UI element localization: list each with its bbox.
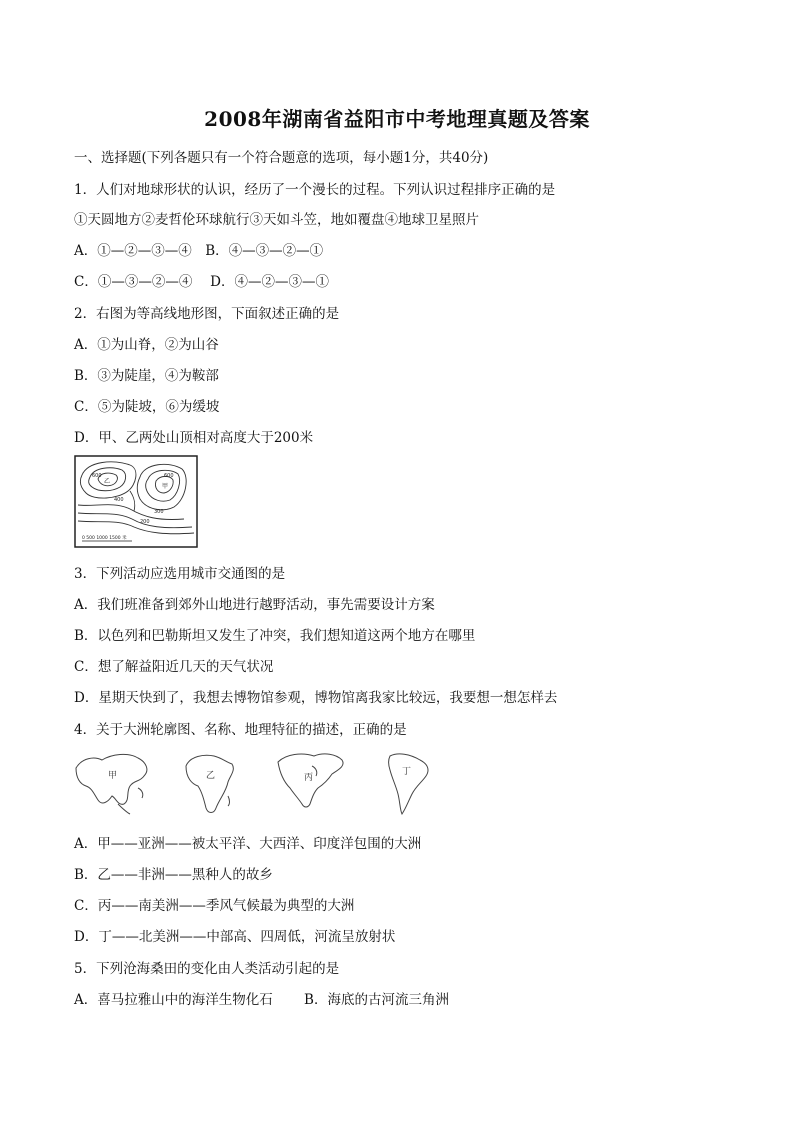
q5-options-ab: A．喜马拉雅山中的海洋生物化石 B．海底的古河流三角洲	[74, 992, 449, 1008]
continent-outline-yi	[180, 748, 240, 818]
q2-option-d: D．甲、乙两处山顶相对高度大于200米	[74, 430, 314, 446]
continent-label: 乙	[206, 771, 216, 781]
contour-map-figure	[74, 455, 198, 548]
continent-outline-ding	[380, 748, 436, 818]
q1-options-ab: A．①—②—③—④ B．④—③—②—①	[74, 243, 324, 259]
q4-option-b: B．乙——非洲——黑种人的故乡	[74, 867, 273, 883]
page-title: 2008年湖南省益阳市中考地理真题及答案	[204, 107, 590, 131]
q2-option-a: A．①为山脊，②为山谷	[74, 337, 219, 353]
scale-bar-label: 0 500 1000 1500 米	[82, 536, 127, 541]
q2-option-c: C．⑤为陡坡，⑥为缓坡	[74, 399, 220, 415]
q3-stem: 3．下列活动应选用城市交通图的是	[74, 566, 286, 582]
q4-option-d: D．丁——北美洲——中部高、四周低，河流呈放射状	[74, 929, 396, 945]
contour-label: 600	[164, 473, 174, 479]
q3-option-a: A．我们班准备到郊外山地进行越野活动，事先需要设计方案	[74, 597, 435, 613]
continent-outline-jia	[72, 748, 152, 818]
q3-option-c: C．想了解益阳近几天的天气状况	[74, 659, 274, 675]
contour-label: 600	[92, 473, 102, 479]
contour-label: 400	[114, 497, 124, 503]
contour-label: 300	[154, 509, 164, 515]
q3-option-d: D．星期天快到了，我想去博物馆参观，博物馆离我家比较远，我要想一想怎样去	[74, 690, 558, 706]
q4-option-a: A．甲——亚洲——被太平洋、大西洋、印度洋包围的大洲	[74, 836, 422, 852]
continent-outline-bing	[272, 748, 352, 818]
q4-option-c: C．丙——南美洲——季风气候最为典型的大洲	[74, 898, 355, 914]
q2-option-b: B．③为陡崖，④为鞍部	[74, 368, 219, 384]
peak-label-jia: 甲	[162, 483, 169, 490]
q1-options-cd: C．①—③—②—④ D．④—②—③—①	[74, 274, 329, 290]
continent-label: 丁	[402, 767, 412, 777]
continent-label: 甲	[108, 771, 118, 781]
section-heading: 一、选择题(下列各题只有一个符合题意的选项，每小题1分，共40分)	[74, 150, 489, 166]
continent-label: 丙	[304, 773, 314, 783]
q1-stem: 1．人们对地球形状的认识，经历了一个漫长的过程。下列认识过程排序正确的是	[74, 182, 556, 198]
peak-label-yi: 乙	[104, 478, 111, 485]
q5-stem: 5．下列沧海桑田的变化由人类活动引起的是	[74, 961, 340, 977]
q2-stem: 2．右图为等高线地形图，下面叙述正确的是	[74, 306, 340, 322]
contour-label: 200	[140, 519, 150, 525]
q4-stem: 4．关于大洲轮廓图、名称、地理特征的描述，正确的是	[74, 722, 407, 738]
q3-option-b: B．以色列和巴勒斯坦又发生了冲突，我们想知道这两个地方在哪里	[74, 628, 476, 644]
q1-items: ①天圆地方②麦哲伦环球航行③天如斗笠，地如覆盘④地球卫星照片	[74, 212, 479, 228]
